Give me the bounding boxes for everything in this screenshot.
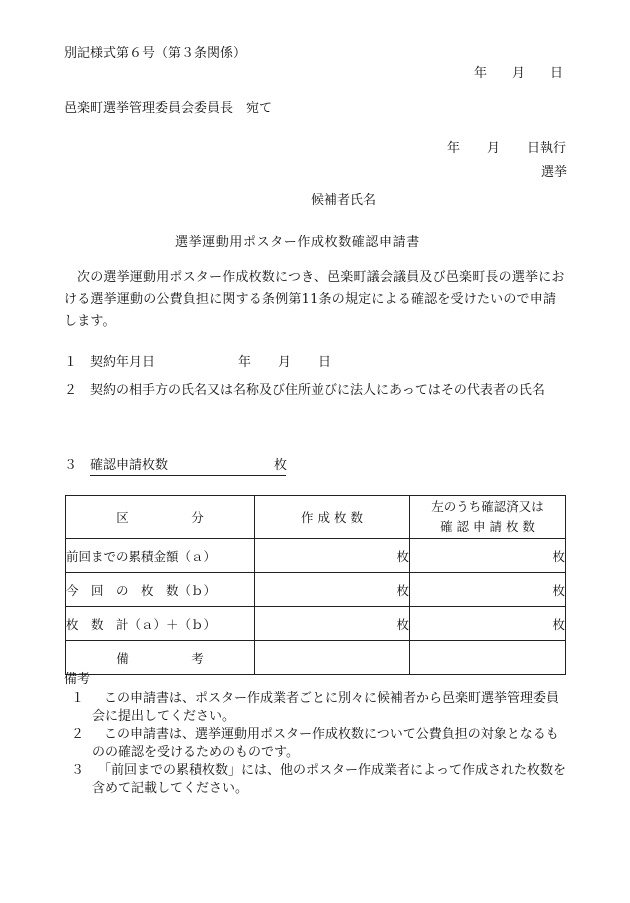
item1-month: 月: [278, 355, 292, 370]
item1-year: 年: [238, 355, 252, 370]
table-remarks-row: [66, 641, 566, 675]
table-row: [66, 573, 566, 607]
row-label: 前回までの累積金額（ａ）: [66, 539, 255, 573]
candidate-name-label: 候補者氏名: [311, 193, 377, 208]
election-label: 選挙: [541, 165, 568, 180]
notes-section: [64, 671, 570, 798]
row-confirmed-unit: 枚: [410, 573, 566, 607]
row-created-unit: 枚: [255, 539, 410, 573]
note-text: この申請書は、ポスター作成業者ごとに別々に候補者から邑楽町選挙管理委員会に提出してください。: [92, 691, 560, 724]
header-date-year: 年: [474, 66, 488, 81]
document-title: 選挙運動用ポスター作成枚数確認申請書: [175, 235, 420, 250]
item3-unit: 枚: [274, 458, 288, 473]
note-item: [64, 726, 570, 762]
row-confirmed-unit: 枚: [410, 607, 566, 641]
table-row: [66, 607, 566, 641]
note-number: ２: [70, 727, 84, 742]
remarks-label: 備 考: [66, 641, 255, 675]
election-date-year: 年: [447, 141, 461, 156]
table-row: [66, 539, 566, 573]
note-number: ３: [70, 763, 84, 778]
header-confirmed-line1: 左のうち確認済又は: [431, 499, 544, 514]
note-item: [64, 762, 570, 798]
addressee: 邑楽町選挙管理委員会委員長 宛て: [64, 101, 273, 116]
form-label: 別記様式第６号（第３条関係）: [64, 46, 247, 61]
header-date-day: 日: [550, 66, 564, 81]
election-date: [447, 142, 566, 155]
header-confirmed-line2: 確 認 申 請 枚 数: [440, 519, 535, 534]
remarks-confirmed-cell: [410, 641, 566, 675]
item2-label: 契約の相手方の氏名又は名称及び住所並びに法人にあってはその代表者の氏名: [90, 383, 545, 398]
election-date-day: 日執行: [527, 141, 567, 156]
header-category: 区 分: [66, 496, 255, 539]
notes-heading: 備考: [64, 672, 91, 687]
row-label: 今 回 の 枚 数（ｂ）: [66, 573, 255, 607]
row-label: 枚 数 計（ａ）＋（ｂ）: [66, 607, 255, 641]
item3-label: [90, 459, 286, 476]
item1-day: 日: [318, 355, 332, 370]
item3-label-text: 確認申請枚数: [90, 458, 169, 473]
note-text: この申請書は、選挙運動用ポスター作成枚数について公費負担の対象となるものの確認を受けるためのものです。: [92, 727, 559, 760]
election-date-month: 月: [487, 141, 501, 156]
remarks-created-cell: [255, 641, 410, 675]
count-table: [65, 495, 566, 675]
note-number: １: [70, 691, 84, 706]
header-created-count: 作 成 枚 数: [255, 496, 410, 539]
row-created-unit: 枚: [255, 573, 410, 607]
item1-number: １: [64, 355, 78, 370]
intro-paragraph: 次の選挙運動用ポスター作成枚数につき、邑楽町議会議員及び邑楽町長の選挙における選挙運動の公費負担に関する条例第11条の規定による確認を受けたいので申請します。: [64, 270, 565, 329]
table-header-row: [66, 496, 566, 539]
note-item: [64, 690, 570, 726]
header-date-month: 月: [512, 66, 526, 81]
item3-number: ３: [64, 458, 78, 473]
row-confirmed-unit: 枚: [410, 539, 566, 573]
item1-label: 契約年月日: [90, 355, 156, 370]
item2-number: ２: [64, 383, 78, 398]
note-text: 「前回までの累積枚数」には、他のポスター作成業者によって作成された枚数を含めて記載してください。: [92, 763, 567, 796]
header-date: [474, 67, 563, 80]
header-confirmed-count: [410, 496, 566, 539]
row-created-unit: 枚: [255, 607, 410, 641]
